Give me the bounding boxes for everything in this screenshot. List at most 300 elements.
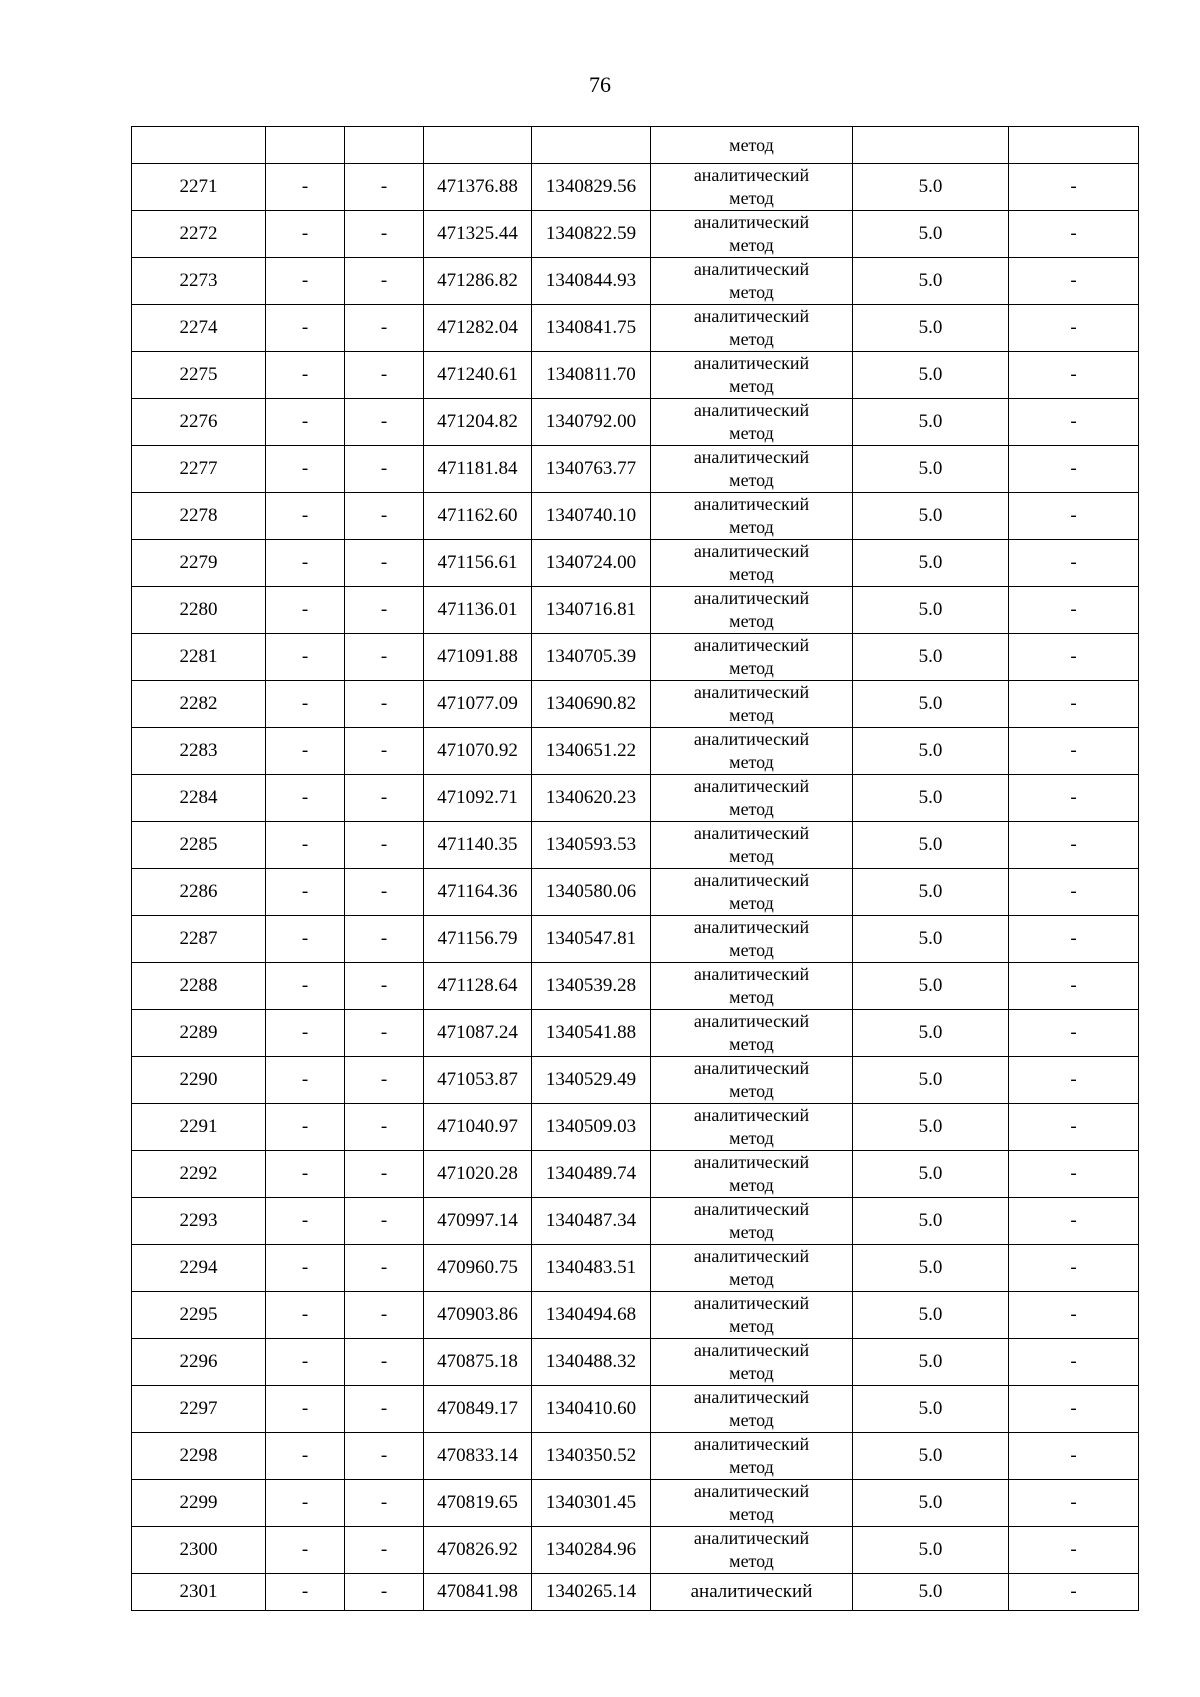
method-text: метод — [729, 1457, 774, 1477]
empty-cell: - — [266, 1480, 345, 1527]
empty-cell: - — [345, 305, 424, 352]
empty-cell: - — [266, 1010, 345, 1057]
method-text: метод — [729, 1081, 774, 1101]
method-text: метод — [729, 893, 774, 913]
description-cell: - — [1009, 1010, 1139, 1057]
description-cell: - — [1009, 493, 1139, 540]
method-text: метод — [729, 376, 774, 396]
empty-cell: - — [266, 1433, 345, 1480]
description-cell: - — [1009, 822, 1139, 869]
description-cell: - — [1009, 1574, 1139, 1611]
accuracy-cell: 5.0 — [853, 1386, 1009, 1433]
y-coordinate-cell: 1340829.56 — [532, 164, 651, 211]
point-number-cell: 2294 — [132, 1245, 266, 1292]
method-text: аналитический — [693, 870, 810, 890]
method-text: аналитический — [693, 400, 810, 420]
x-coordinate-cell: 471240.61 — [424, 352, 532, 399]
accuracy-cell: 5.0 — [853, 399, 1009, 446]
empty-cell: - — [345, 352, 424, 399]
description-cell: - — [1009, 1104, 1139, 1151]
method-cell — [651, 1433, 853, 1480]
table-row — [132, 1010, 1139, 1057]
y-coordinate-cell: 1340822.59 — [532, 211, 651, 258]
point-number-cell: 2298 — [132, 1433, 266, 1480]
accuracy-cell: 5.0 — [853, 446, 1009, 493]
x-coordinate-cell: 471092.71 — [424, 775, 532, 822]
x-coordinate-cell: 471136.01 — [424, 587, 532, 634]
method-cell — [651, 493, 853, 540]
method-text: аналитический — [693, 776, 810, 796]
method-text: метод — [729, 658, 774, 678]
y-coordinate-cell: 1340580.06 — [532, 869, 651, 916]
description-cell: - — [1009, 211, 1139, 258]
method-text: аналитический — [693, 165, 810, 185]
method-text: аналитический — [693, 964, 810, 984]
empty-cell: - — [266, 634, 345, 681]
method-text: метод — [729, 799, 774, 819]
point-number-cell: 2283 — [132, 728, 266, 775]
method-cell — [651, 634, 853, 681]
point-number-cell: 2300 — [132, 1527, 266, 1574]
method-cell — [651, 1386, 853, 1433]
method-cell — [651, 1245, 853, 1292]
method-cell — [651, 164, 853, 211]
x-coordinate-cell: 470819.65 — [424, 1480, 532, 1527]
table-row — [132, 1527, 1139, 1574]
x-coordinate-cell: 471091.88 — [424, 634, 532, 681]
table-row — [132, 211, 1139, 258]
method-text: аналитический — [693, 917, 810, 937]
description-cell: - — [1009, 1433, 1139, 1480]
table-row — [132, 1151, 1139, 1198]
empty-cell: - — [345, 1245, 424, 1292]
x-coordinate-cell: 471376.88 — [424, 164, 532, 211]
method-text: метод — [729, 705, 774, 725]
empty-cell: - — [345, 1057, 424, 1104]
x-coordinate-cell: 470960.75 — [424, 1245, 532, 1292]
description-cell: - — [1009, 963, 1139, 1010]
y-coordinate-cell: 1340844.93 — [532, 258, 651, 305]
description-cell: - — [1009, 587, 1139, 634]
table-row — [132, 869, 1139, 916]
method-text: аналитический — [693, 635, 810, 655]
accuracy-cell: 5.0 — [853, 1198, 1009, 1245]
method-text: аналитический — [693, 729, 810, 749]
description-cell: - — [1009, 775, 1139, 822]
description-cell: - — [1009, 305, 1139, 352]
description-cell: - — [1009, 1339, 1139, 1386]
method-cell — [651, 1057, 853, 1104]
point-number-cell: 2281 — [132, 634, 266, 681]
method-text: аналитический — [693, 447, 810, 467]
method-text: метод — [729, 846, 774, 866]
accuracy-cell: 5.0 — [853, 587, 1009, 634]
point-number-cell: 2293 — [132, 1198, 266, 1245]
empty-cell: - — [345, 775, 424, 822]
accuracy-cell: 5.0 — [853, 1433, 1009, 1480]
table-row — [132, 916, 1139, 963]
empty-cell: - — [266, 775, 345, 822]
method-text: метод — [729, 1504, 774, 1524]
x-coordinate-cell: 471162.60 — [424, 493, 532, 540]
y-coordinate-cell: 1340265.14 — [532, 1574, 651, 1611]
accuracy-cell: 5.0 — [853, 1292, 1009, 1339]
empty-cell: - — [266, 1198, 345, 1245]
empty-cell: - — [266, 681, 345, 728]
accuracy-cell: 5.0 — [853, 1057, 1009, 1104]
accuracy-cell: 5.0 — [853, 869, 1009, 916]
description-cell: - — [1009, 1057, 1139, 1104]
table-row — [132, 1433, 1139, 1480]
coordinates-table — [131, 126, 1139, 1611]
table-row — [132, 1574, 1139, 1611]
method-text: аналитический — [693, 1340, 810, 1360]
accuracy-cell: 5.0 — [853, 775, 1009, 822]
y-coordinate-cell: 1340483.51 — [532, 1245, 651, 1292]
y-coordinate-cell: 1340284.96 — [532, 1527, 651, 1574]
x-coordinate-cell: 471040.97 — [424, 1104, 532, 1151]
description-cell: - — [1009, 1480, 1139, 1527]
x-coordinate-cell: 470841.98 — [424, 1574, 532, 1611]
table-cell — [532, 127, 651, 164]
point-number-cell: 2286 — [132, 869, 266, 916]
table-row — [132, 1104, 1139, 1151]
method-cell — [651, 540, 853, 587]
method-cell — [651, 258, 853, 305]
y-coordinate-cell: 1340792.00 — [532, 399, 651, 446]
empty-cell: - — [266, 305, 345, 352]
method-text: метод — [729, 470, 774, 490]
method-text: аналитический — [693, 1293, 810, 1313]
method-cell — [651, 305, 853, 352]
table-cell — [1009, 127, 1139, 164]
table-row — [132, 258, 1139, 305]
method-text: аналитический — [693, 823, 810, 843]
point-number-cell: 2285 — [132, 822, 266, 869]
empty-cell: - — [266, 211, 345, 258]
method-text: метод — [729, 1410, 774, 1430]
x-coordinate-cell: 470833.14 — [424, 1433, 532, 1480]
x-coordinate-cell: 471204.82 — [424, 399, 532, 446]
accuracy-cell: 5.0 — [853, 1339, 1009, 1386]
method-text: метод — [729, 564, 774, 584]
empty-cell: - — [266, 540, 345, 587]
method-cell — [651, 1198, 853, 1245]
accuracy-cell: 5.0 — [853, 1151, 1009, 1198]
method-text: метод — [729, 1034, 774, 1054]
method-text: метод — [729, 1222, 774, 1242]
x-coordinate-cell: 471128.64 — [424, 963, 532, 1010]
accuracy-cell: 5.0 — [853, 1480, 1009, 1527]
method-text: метод — [729, 329, 774, 349]
empty-cell: - — [345, 1433, 424, 1480]
accuracy-cell: 5.0 — [853, 258, 1009, 305]
empty-cell: - — [345, 493, 424, 540]
x-coordinate-cell: 471164.36 — [424, 869, 532, 916]
y-coordinate-cell: 1340593.53 — [532, 822, 651, 869]
empty-cell: - — [345, 916, 424, 963]
method-text: аналитический — [693, 1152, 810, 1172]
y-coordinate-cell: 1340811.70 — [532, 352, 651, 399]
method-cell — [651, 1292, 853, 1339]
method-text: метод — [729, 1551, 774, 1571]
method-text: аналитический — [693, 212, 810, 232]
x-coordinate-cell: 470903.86 — [424, 1292, 532, 1339]
empty-cell: - — [266, 916, 345, 963]
empty-cell: - — [345, 1386, 424, 1433]
y-coordinate-cell: 1340488.32 — [532, 1339, 651, 1386]
empty-cell: - — [266, 1151, 345, 1198]
method-text: метод — [729, 235, 774, 255]
point-number-cell: 2288 — [132, 963, 266, 1010]
empty-cell: - — [266, 1292, 345, 1339]
table-row — [132, 352, 1139, 399]
empty-cell: - — [345, 540, 424, 587]
empty-cell: - — [266, 1245, 345, 1292]
x-coordinate-cell: 471325.44 — [424, 211, 532, 258]
point-number-cell: 2275 — [132, 352, 266, 399]
table-row — [132, 164, 1139, 211]
point-number-cell: 2280 — [132, 587, 266, 634]
method-cell — [651, 1104, 853, 1151]
empty-cell: - — [266, 1104, 345, 1151]
description-cell: - — [1009, 1527, 1139, 1574]
method-text: аналитический — [693, 1105, 810, 1125]
accuracy-cell: 5.0 — [853, 305, 1009, 352]
table-row — [132, 1386, 1139, 1433]
method-cell — [651, 775, 853, 822]
method-text: метод — [729, 1316, 774, 1336]
description-cell: - — [1009, 634, 1139, 681]
empty-cell: - — [266, 1057, 345, 1104]
point-number-cell: 2297 — [132, 1386, 266, 1433]
method-text: метод — [729, 282, 774, 302]
empty-cell: - — [345, 1339, 424, 1386]
method-text: метод — [729, 987, 774, 1007]
y-coordinate-cell: 1340489.74 — [532, 1151, 651, 1198]
method-text: аналитический — [693, 541, 810, 561]
description-cell: - — [1009, 916, 1139, 963]
empty-cell: - — [266, 258, 345, 305]
x-coordinate-cell: 471286.82 — [424, 258, 532, 305]
y-coordinate-cell: 1340487.34 — [532, 1198, 651, 1245]
empty-cell: - — [345, 1527, 424, 1574]
method-cell — [651, 1010, 853, 1057]
empty-cell: - — [266, 1574, 345, 1611]
x-coordinate-cell: 471181.84 — [424, 446, 532, 493]
y-coordinate-cell: 1340350.52 — [532, 1433, 651, 1480]
empty-cell: - — [345, 963, 424, 1010]
point-number-cell: 2287 — [132, 916, 266, 963]
table-row — [132, 1292, 1139, 1339]
method-text: аналитический — [693, 1434, 810, 1454]
accuracy-cell: 5.0 — [853, 634, 1009, 681]
method-cell — [651, 211, 853, 258]
point-number-cell: 2273 — [132, 258, 266, 305]
empty-cell: - — [266, 728, 345, 775]
table-cell — [345, 127, 424, 164]
point-number-cell: 2295 — [132, 1292, 266, 1339]
empty-cell: - — [345, 634, 424, 681]
x-coordinate-cell: 471156.61 — [424, 540, 532, 587]
method-cell — [651, 963, 853, 1010]
description-cell: - — [1009, 164, 1139, 211]
page-number: 76 — [589, 72, 611, 97]
x-coordinate-cell: 471077.09 — [424, 681, 532, 728]
point-number-cell: 2292 — [132, 1151, 266, 1198]
method-text: метод — [729, 940, 774, 960]
empty-cell: - — [345, 164, 424, 211]
x-coordinate-cell: 471070.92 — [424, 728, 532, 775]
method-text: метод — [729, 188, 774, 208]
y-coordinate-cell: 1340529.49 — [532, 1057, 651, 1104]
table-cell — [266, 127, 345, 164]
x-coordinate-cell: 471282.04 — [424, 305, 532, 352]
y-coordinate-cell: 1340494.68 — [532, 1292, 651, 1339]
point-number-cell: 2271 — [132, 164, 266, 211]
y-coordinate-cell: 1340301.45 — [532, 1480, 651, 1527]
method-cell — [651, 1151, 853, 1198]
table-cell — [853, 127, 1009, 164]
method-cell: аналитический — [651, 1574, 853, 1611]
y-coordinate-cell: 1340547.81 — [532, 916, 651, 963]
x-coordinate-cell: 471053.87 — [424, 1057, 532, 1104]
table-row — [132, 822, 1139, 869]
y-coordinate-cell: 1340724.00 — [532, 540, 651, 587]
point-number-cell: 2289 — [132, 1010, 266, 1057]
description-cell: - — [1009, 869, 1139, 916]
point-number-cell: 2296 — [132, 1339, 266, 1386]
y-coordinate-cell: 1340410.60 — [532, 1386, 651, 1433]
point-number-cell: 2274 — [132, 305, 266, 352]
y-coordinate-cell: 1340509.03 — [532, 1104, 651, 1151]
table-row — [132, 446, 1139, 493]
empty-cell: - — [345, 1151, 424, 1198]
table-row — [132, 1198, 1139, 1245]
method-text: метод — [729, 517, 774, 537]
x-coordinate-cell: 471140.35 — [424, 822, 532, 869]
method-cell — [651, 1339, 853, 1386]
method-text: метод — [729, 1128, 774, 1148]
table-row — [132, 1339, 1139, 1386]
accuracy-cell: 5.0 — [853, 728, 1009, 775]
method-text: аналитический — [693, 588, 810, 608]
method-text: аналитический — [693, 1246, 810, 1266]
method-text: метод — [729, 135, 774, 155]
table-row — [132, 1480, 1139, 1527]
empty-cell: - — [266, 446, 345, 493]
empty-cell: - — [266, 164, 345, 211]
table-row — [132, 587, 1139, 634]
x-coordinate-cell: 471020.28 — [424, 1151, 532, 1198]
method-cell — [651, 916, 853, 963]
y-coordinate-cell: 1340541.88 — [532, 1010, 651, 1057]
empty-cell: - — [266, 869, 345, 916]
method-text: аналитический — [693, 1528, 810, 1548]
method-text: аналитический — [693, 682, 810, 702]
method-text: аналитический — [693, 1011, 810, 1031]
table-row — [132, 1245, 1139, 1292]
point-number-cell: 2291 — [132, 1104, 266, 1151]
empty-cell: - — [266, 493, 345, 540]
x-coordinate-cell: 470849.17 — [424, 1386, 532, 1433]
empty-cell: - — [345, 446, 424, 493]
method-text: аналитический — [693, 1387, 810, 1407]
table-row — [132, 963, 1139, 1010]
point-number-cell: 2299 — [132, 1480, 266, 1527]
point-number-cell: 2279 — [132, 540, 266, 587]
method-cell — [651, 587, 853, 634]
table-row — [132, 681, 1139, 728]
accuracy-cell: 5.0 — [853, 916, 1009, 963]
accuracy-cell: 5.0 — [853, 1574, 1009, 1611]
empty-cell: - — [345, 728, 424, 775]
method-cell — [651, 446, 853, 493]
y-coordinate-cell: 1340763.77 — [532, 446, 651, 493]
accuracy-cell: 5.0 — [853, 681, 1009, 728]
y-coordinate-cell: 1340539.28 — [532, 963, 651, 1010]
table-row — [132, 728, 1139, 775]
empty-cell: - — [345, 869, 424, 916]
y-coordinate-cell: 1340841.75 — [532, 305, 651, 352]
empty-cell: - — [266, 1527, 345, 1574]
description-cell: - — [1009, 1245, 1139, 1292]
method-cell — [651, 1527, 853, 1574]
description-cell: - — [1009, 1386, 1139, 1433]
x-coordinate-cell: 470826.92 — [424, 1527, 532, 1574]
empty-cell: - — [345, 211, 424, 258]
table-row — [132, 1057, 1139, 1104]
empty-cell: - — [345, 1574, 424, 1611]
method-cell — [651, 1480, 853, 1527]
empty-cell: - — [345, 681, 424, 728]
x-coordinate-cell: 470997.14 — [424, 1198, 532, 1245]
description-cell: - — [1009, 1151, 1139, 1198]
description-cell: - — [1009, 352, 1139, 399]
empty-cell: - — [345, 1104, 424, 1151]
method-text: аналитический — [693, 1199, 810, 1219]
x-coordinate-cell: 471087.24 — [424, 1010, 532, 1057]
accuracy-cell: 5.0 — [853, 1245, 1009, 1292]
method-text: метод — [729, 1175, 774, 1195]
method-text: аналитический — [693, 259, 810, 279]
empty-cell: - — [266, 399, 345, 446]
y-coordinate-cell: 1340705.39 — [532, 634, 651, 681]
continuation-row — [132, 127, 1139, 164]
y-coordinate-cell: 1340651.22 — [532, 728, 651, 775]
method-text: аналитический — [693, 353, 810, 373]
accuracy-cell: 5.0 — [853, 1104, 1009, 1151]
table-row — [132, 399, 1139, 446]
empty-cell: - — [345, 822, 424, 869]
method-cell — [651, 822, 853, 869]
method-text: метод — [729, 611, 774, 631]
empty-cell: - — [345, 1010, 424, 1057]
method-cell — [651, 399, 853, 446]
point-number-cell: 2277 — [132, 446, 266, 493]
description-cell: - — [1009, 258, 1139, 305]
empty-cell: - — [345, 1480, 424, 1527]
point-number-cell: 2282 — [132, 681, 266, 728]
accuracy-cell: 5.0 — [853, 822, 1009, 869]
empty-cell: - — [266, 1386, 345, 1433]
empty-cell: - — [266, 587, 345, 634]
point-number-cell: 2272 — [132, 211, 266, 258]
method-cell — [651, 869, 853, 916]
method-cell — [651, 728, 853, 775]
description-cell: - — [1009, 399, 1139, 446]
empty-cell: - — [266, 352, 345, 399]
